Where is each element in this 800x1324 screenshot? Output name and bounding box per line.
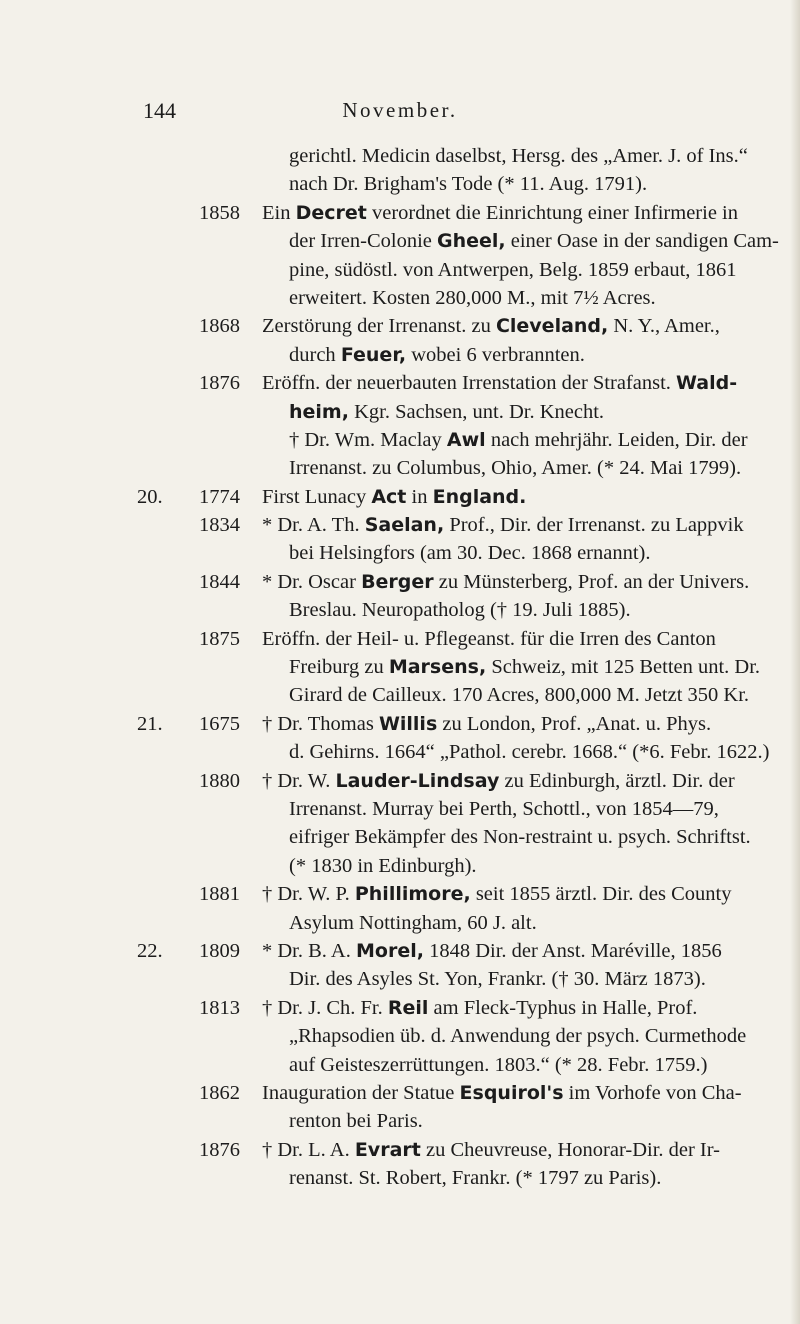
text-run: gerichtl. Medicin daselbst, Hersg. des „Amer. J. of Ins.“ (289, 145, 748, 167)
year: 1844 (199, 570, 240, 593)
text-run: im Vorhofe von Cha- (563, 1081, 742, 1104)
bold-term: Decret (295, 201, 367, 224)
text-run: † Dr. L. A. (262, 1138, 355, 1161)
entry-text (262, 880, 731, 908)
text-run: verordnet die Einrichtung einer Infirmerie in (366, 201, 738, 224)
entry-line (0, 483, 800, 511)
day-number: 22. (137, 939, 163, 962)
text-run: Kgr. Sachsen, unt. Dr. Knecht. (348, 400, 605, 423)
entry-text (289, 142, 748, 170)
entry-line (0, 426, 800, 454)
text-run: N. Y., Amer., (608, 315, 720, 338)
year: 1675 (199, 712, 240, 735)
entry-text (289, 1164, 661, 1192)
text-run: pine, südöstl. von Antwerpen, Belg. 1859 erbaut, 1861 (289, 258, 737, 281)
year: 1868 (199, 315, 240, 338)
text-run: „Rhapsodien üb. d. Anwendung der psych. Curmethode (289, 1025, 747, 1048)
running-title: November. (342, 98, 458, 122)
text-run: am Fleck-Typhus in Halle, Prof. (428, 996, 698, 1019)
entry-text (289, 795, 719, 823)
entry-text (262, 511, 744, 539)
bold-term: Berger (361, 570, 434, 593)
entry-text (262, 199, 738, 227)
entry-text (289, 1022, 746, 1050)
entry-text (262, 994, 697, 1022)
entry-text (262, 767, 735, 795)
entry-line (0, 710, 800, 738)
entry-line (0, 199, 800, 227)
entry-text (262, 369, 737, 397)
text-run: Asylum Nottingham, 60 J. alt. (289, 911, 537, 934)
entry-text (262, 483, 526, 511)
bold-term: Evrart (354, 1138, 421, 1161)
entries-list (0, 142, 800, 1192)
entry-line (0, 880, 800, 908)
bold-term: Reil (387, 996, 429, 1019)
entry-text (289, 852, 477, 880)
bold-term: Morel, (355, 939, 424, 962)
entry-text (289, 454, 741, 482)
bold-term: Esquirol's (459, 1081, 564, 1104)
text-run: Prof., Dir. der Irrenanst. zu Lappvik (444, 514, 744, 537)
page-number: 144 (143, 98, 176, 123)
text-run: Breslau. Neuropatholog († 19. Juli 1885). (289, 599, 631, 622)
entry-line (0, 284, 800, 312)
entry-line (0, 539, 800, 567)
entry-line (0, 142, 800, 170)
entry-text (262, 1136, 720, 1164)
entry-text (289, 738, 770, 766)
year: 1834 (199, 514, 240, 537)
text-run: durch (289, 343, 341, 366)
bold-term: Awl (446, 428, 486, 451)
text-run: Zerstörung der Irrenanst. zu (262, 315, 496, 338)
bold-term: Willis (378, 712, 438, 735)
text-run: bei Helsingfors (am 30. Dec. 1868 ernannt). (289, 542, 651, 565)
text-run: Inauguration der Statue (262, 1081, 460, 1104)
entry-line (0, 398, 800, 426)
text-run: First Lunacy (262, 485, 372, 508)
entry-line (0, 681, 800, 709)
entry-text (289, 426, 748, 454)
text-run: † Dr. Wm. Maclay (289, 428, 447, 451)
entry-text (262, 1079, 742, 1107)
entry-line (0, 1051, 800, 1079)
text-run: nach mehrjähr. Leiden, Dir. der (485, 428, 748, 451)
entry-text (289, 1107, 423, 1135)
bold-term: heim, (289, 400, 349, 423)
text-run: in (406, 485, 433, 508)
entry-line (0, 312, 800, 340)
entry-line (0, 1107, 800, 1135)
entry-line (0, 994, 800, 1022)
text-run: † Dr. W. P. (262, 883, 355, 906)
text-run: * Dr. B. A. (262, 939, 356, 962)
entry-line (0, 454, 800, 482)
entry-line (0, 1079, 800, 1107)
entry-line (0, 1136, 800, 1164)
text-run: 1848 Dir. der Anst. Maréville, 1856 (423, 939, 722, 962)
entry-line (0, 738, 800, 766)
entry-text (262, 625, 716, 653)
text-run: zu Cheuvreuse, Honorar-Dir. der Ir- (420, 1138, 721, 1161)
entry-line (0, 596, 800, 624)
day-number: 20. (137, 485, 163, 508)
text-run: wobei 6 verbrannten. (406, 343, 585, 366)
text-run: auf Geisteszerrüttungen. 1803.“ (* 28. Febr. 1759.) (289, 1053, 708, 1076)
text-run: Irrenanst. zu Columbus, Ohio, Amer. (* 24. Mai 1799). (289, 457, 742, 480)
text-run: d. Gehirns. 1664“ „Pathol. cerebr. 1668.“ (*6. Febr. 1622.) (289, 741, 770, 764)
day-number: 21. (137, 712, 163, 735)
text-run: renton bei Paris. (289, 1110, 423, 1133)
bold-term: Cleveland, (495, 315, 609, 338)
entry-line (0, 341, 800, 369)
text-run: Freiburg zu (289, 656, 389, 679)
entry-line (0, 256, 800, 284)
text-run: einer Oase in der sandigen Cam- (505, 230, 779, 253)
entry-line (0, 937, 800, 965)
entry-line (0, 767, 800, 795)
text-run: Eröffn. der Heil- u. Pflegeanst. für die Irren des Canton (262, 627, 716, 650)
entry-text (289, 909, 537, 937)
text-run: zu Edinburgh, ärztl. Dir. der (499, 769, 735, 792)
year: 1876 (199, 1138, 240, 1161)
entry-line (0, 965, 800, 993)
year: 1881 (199, 883, 240, 906)
entry-text (262, 312, 720, 340)
year: 1876 (199, 372, 240, 395)
entry-line (0, 568, 800, 596)
text-run: nach Dr. Brigham's Tode (* 11. Aug. 1791). (289, 173, 648, 196)
entry-text (289, 596, 631, 624)
bold-term: Lauder-Lindsay (335, 769, 500, 792)
entry-line (0, 653, 800, 681)
bold-term: Feuer, (340, 343, 407, 366)
year: 1862 (199, 1081, 240, 1104)
text-run: Schweiz, mit 125 Betten unt. Dr. (486, 656, 761, 679)
bold-term: Wald- (676, 372, 738, 395)
bold-term: Act (371, 485, 407, 508)
bold-term: Gheel, (437, 230, 506, 253)
entry-text (289, 341, 585, 369)
entry-text (289, 539, 651, 567)
entry-text (289, 1051, 707, 1079)
text-run: * Dr. Oscar (262, 570, 362, 593)
entry-text (289, 256, 737, 284)
bold-term: Saelan, (364, 514, 445, 537)
text-run: * Dr. A. Th. (262, 514, 365, 537)
entry-line (0, 823, 800, 851)
entry-line (0, 511, 800, 539)
text-run: Eröffn. der neuerbauten Irrenstation der Strafanst. (262, 372, 677, 395)
year: 1880 (199, 769, 240, 792)
entry-text (262, 937, 722, 965)
text-run: Girard de Cailleux. 170 Acres, 800,000 M. Jetzt 350 Kr. (289, 684, 750, 707)
entry-line (0, 170, 800, 198)
text-run: zu Münsterberg, Prof. an der Univers. (433, 570, 750, 593)
entry-line (0, 227, 800, 255)
text-run: Irrenanst. Murray bei Perth, Schottl., von 1854—79, (289, 797, 719, 820)
text-run: † Dr. Thomas (262, 712, 379, 735)
entry-line (0, 1022, 800, 1050)
text-run: zu London, Prof. „Anat. u. Phys. (437, 712, 712, 735)
text-run: seit 1855 ärztl. Dir. des County (470, 883, 732, 906)
text-run: Dir. des Asyles St. Yon, Frankr. († 30. März 1873). (289, 968, 706, 991)
entry-text (262, 710, 711, 738)
entry-text (289, 965, 706, 993)
entry-text (289, 823, 751, 851)
page-header (0, 98, 800, 128)
bold-term: England. (432, 485, 527, 508)
entry-text (289, 653, 760, 681)
entry-text (289, 284, 656, 312)
entry-text (289, 170, 647, 198)
entry-line (0, 852, 800, 880)
year: 1809 (199, 939, 240, 962)
year: 1858 (199, 201, 240, 224)
entry-text (289, 398, 604, 426)
text-run: renanst. St. Robert, Frankr. (* 1797 zu Paris). (289, 1167, 662, 1190)
entry-line (0, 909, 800, 937)
year: 1813 (199, 996, 240, 1019)
entry-line (0, 1164, 800, 1192)
entry-text (289, 227, 779, 255)
entry-line (0, 625, 800, 653)
text-run: † Dr. W. (262, 769, 336, 792)
entry-text (289, 681, 749, 709)
entry-line (0, 369, 800, 397)
text-run: Ein (262, 201, 296, 224)
text-run: (* 1830 in Edinburgh). (289, 854, 477, 877)
entry-text (262, 568, 749, 596)
bold-term: Marsens, (388, 656, 487, 679)
text-run: erweitert. Kosten 280,000 M., mit 7½ Acres. (289, 286, 656, 309)
bold-term: Phillimore, (354, 883, 471, 906)
year: 1875 (199, 627, 240, 650)
year: 1774 (199, 485, 240, 508)
text-run: eifriger Bekämpfer des Non-restraint u. psych. Schriftst. (289, 826, 751, 849)
entry-line (0, 795, 800, 823)
text-run: der Irren-Colonie (289, 230, 437, 253)
text-run: † Dr. J. Ch. Fr. (262, 996, 388, 1019)
